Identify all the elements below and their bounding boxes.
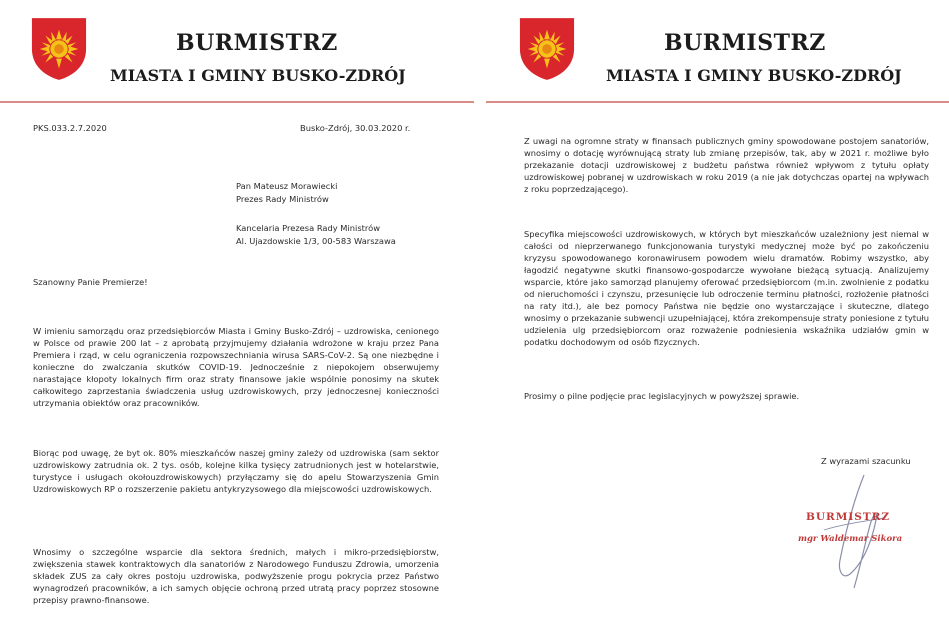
header-divider [486, 101, 949, 103]
letter-page-1 [0, 0, 474, 630]
salutation: Szanowny Panie Premierze! [33, 277, 148, 287]
header-divider [0, 101, 474, 103]
header-subtitle: MIASTA I GMINY BUSKO-ZDRÓJ [110, 66, 406, 85]
paragraph: Specyfika miejscowości uzdrowiskowych, w których byt mieszkańców uzależniony jest niemal w całości od nieprzerwanego funkcjonowania turystyki medycznej może być po zakończeniu kryzysu spowodowanego koronawirusem powodem wielu dramatów. Robimy wszystko, aby łagodzić negatywne skutki finansowo-gospodarcze wywołane bieżącą sytuacją. Analizujemy wsparcie, które jako samorząd planujemy oferować przedsiębiorcom (m.in. zwolnienie z podatku od nieruchomości i czynszu, przesunięcie lub odroczenie terminu płatności, rozłożenie płatności na raty itd.), ale bez pomocy Państwa nie będzie ono wystarczające i skuteczne, dlatego wnosimy o przekazanie subwencji uzupełniającej, która zrekompensuje straty poniesione z tytułu udzielenia ulg przedsiębiorcom oraz rozważenie podniesienia wskaźnika udziałów gmin w podatku dochodowym od osób fizycznych. [524, 229, 929, 347]
header-title: BURMISTRZ [664, 30, 826, 56]
paragraph: Biorąc pod uwagę, że byt ok. 80% mieszkańców naszej gminy zależy od uzdrowiska (sam sektor uzdrowiskowy zatrudnia ok. 2 tys. osób, kolejne kilka tysięcy zatrudnionych jest w hotelarstwie, turystyce i usługach okołouzdrowiskowych) przyłączamy się do apelu Stowarzyszenia Gmin Uzdrowiskowych RP o rozszerzenie pakietu antykryzysowego dla miejscowości uzdrowiskowych. [33, 448, 439, 494]
reference-number: PKS.033.2.7.2020 [33, 123, 107, 133]
paragraph: Z uwagi na ogromne straty w finansach publicznych gminy spowodowane postojem sanatoriów, wnosimy o dotację wyrównującą straty lub zmianę przepisów, tak, aby w 2021 r. możliwe było przekazanie dotacji uzdrowiskowej z budżetu państwa również wpływom z tytułu opłaty uzdrowiskowej pobranej w uzdrowiskach w roku 2019 (a nie jak dotychczas opartej na wpływach z roku poprzedzającego). [524, 136, 929, 194]
place-date: Busko-Zdrój, 30.03.2020 r. [300, 123, 411, 133]
closing-phrase: Z wyrazami szacunku [821, 456, 911, 466]
handwritten-signature-icon [794, 470, 914, 595]
recipient-role: Prezes Rady Ministrów [236, 194, 329, 204]
header-subtitle: MIASTA I GMINY BUSKO-ZDRÓJ [606, 66, 902, 85]
signature-title: BURMISTRZ [806, 511, 891, 523]
paragraph: Wnosimy o szczególne wsparcie dla sektora średnich, małych i mikro-przedsiębiorstw, zwiększenia stawek kontraktowych dla sanatoriów z Narodowego Funduszu Zdrowia, umorzenia składek ZUS za cały okres postoju uzdrowiska, podwyższenie progu pokrycia przez Państwo wynagrodzeń pracowników, a ich samych objęcie ochroną przed utratą pracy poprzez stosowne przepisy prawno-finansowe. [33, 547, 439, 605]
letter-page-2 [476, 0, 949, 630]
coat-of-arms-icon [30, 16, 88, 82]
paragraph: W imieniu samorządu oraz przedsiębiorców Miasta i Gminy Busko-Zdrój – uzdrowiska, cenionego w Polsce od prawie 200 lat – z aprobatą przyjmujemy działania wdrożone w kraju przez Pana Premiera i rząd, w celu ograniczenia rozpowszechniania wirusa SARS-CoV-2. Są one niezbędne i konieczne do zwalczania skutków COVID-19. Jednocześnie z niepokojem obserwujemy narastające kłopoty lokalnych firm oraz straty finansowe jakie wspólnie ponosimy na skutek całkowitego zaprzestania świadczenia usług uzdrowiskowych, przy jednoczesnej konieczności utrzymania obiektów oraz pracowników. [33, 326, 439, 408]
signature-name: mgr Waldemar Sikora [798, 534, 903, 544]
paragraph: Prosimy o pilne podjęcie prac legislacyjnych w powyższej sprawie. [524, 391, 800, 401]
coat-of-arms-icon [518, 16, 576, 82]
recipient-address: Al. Ujazdowskie 1/3, 00-583 Warszawa [236, 236, 396, 246]
recipient-name: Pan Mateusz Morawiecki [236, 181, 338, 191]
recipient-office: Kancelaria Prezesa Rady Ministrów [236, 223, 381, 233]
header-title: BURMISTRZ [176, 30, 338, 56]
